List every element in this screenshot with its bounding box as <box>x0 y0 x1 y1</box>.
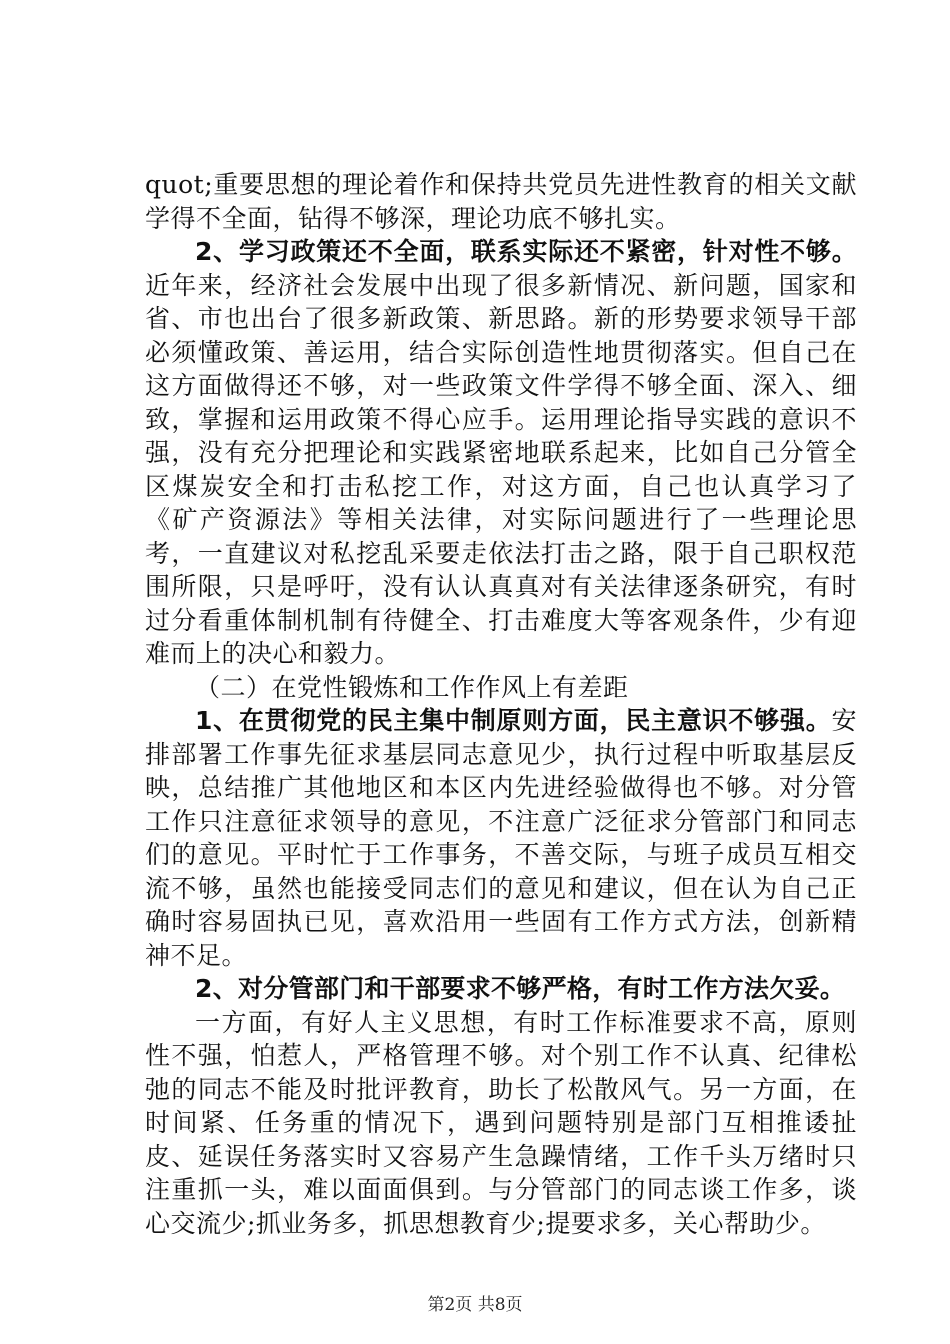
paragraph-lead-heading: 2、对分管部门和干部要求不够严格，有时工作方法欠妥。 <box>195 974 846 1003</box>
paragraph-management-heading <box>145 972 857 1006</box>
page-number-label: 第2页 共8页 <box>427 1295 523 1315</box>
paragraph-study-policy <box>145 235 857 671</box>
paragraph-text: 安排部署工作事先征求基层同志意见少，执行过程中听取基层反映，总结推广其他地区和本区内先进经验做得也不够。对分管工作只注意征求领导的意见，不注意广泛征求分管部门和同志们的意见。平时忙于工作事务，不善交际，与班子成员互相交流不够，虽然也能接受同志们的意见和建议，但在认为自己正确时容易固执已见，喜欢沿用一些固有工作方式方法，创新精神不足。 <box>145 706 857 970</box>
paragraph-text: quot;重要思想的理论着作和保持共党员先进性教育的相关文献学得不全面，钻得不够深，理论功底不够扎实。 <box>145 170 857 233</box>
paragraph-lead-heading: 2、学习政策还不全面，联系实际还不紧密，针对性不够。 <box>195 237 857 266</box>
paragraph-democratic-centralism <box>145 704 857 972</box>
section-heading <box>145 671 857 705</box>
page-footer <box>0 1290 950 1315</box>
paragraph-lead-heading: 1、在贯彻党的民主集中制原则方面，民主意识不够强。 <box>195 706 832 735</box>
document-body <box>145 168 857 1240</box>
paragraph-text: 一方面，有好人主义思想，有时工作标准要求不高，原则性不强，怕惹人，严格管理不够。对个别工作不认真、纪律松弛的同志不能及时批评教育，助长了松散风气。另一方面，在时间紧、任务重的情况下，遇到问题特别是部门互相推诿扯皮、延误任务落实时又容易产生急躁情绪，工作千头万绪时只注重抓一头，难以面面俱到。与分管部门的同志谈工作多，谈心交流少;抓业务多，抓思想教育少;提要求多，关心帮助少。 <box>145 1007 857 1238</box>
paragraph-text: 近年来，经济社会发展中出现了很多新情况、新问题，国家和省、市也出台了很多新政策、新思路。新的形势要求领导干部必须懂政策、善运用，结合实际创造性地贯彻落实。但自己在这方面做得还不够，对一些政策文件学得不够全面、深入、细致，掌握和运用政策不得心应手。运用理论指导实践的意识不强，没有充分把理论和实践紧密地联系起来，比如自己分管全区煤炭安全和打击私挖工作，对这方面，自己也认真学习了《矿产资源法》等相关法律，对实际问题进行了一些理论思考，一直建议对私挖乱采要走依法打击之路，限于自己职权范围所限，只是呼吁，没有认认真真对有关法律逐条研究，有时过分看重体制机制有待健全、打击难度大等客观条件，少有迎难而上的决心和毅力。 <box>145 270 857 668</box>
paragraph-continuation <box>145 168 857 235</box>
paragraph-management-detail <box>145 1006 857 1241</box>
section-heading-text: （二）在党性锻炼和工作作风上有差距 <box>195 672 629 702</box>
